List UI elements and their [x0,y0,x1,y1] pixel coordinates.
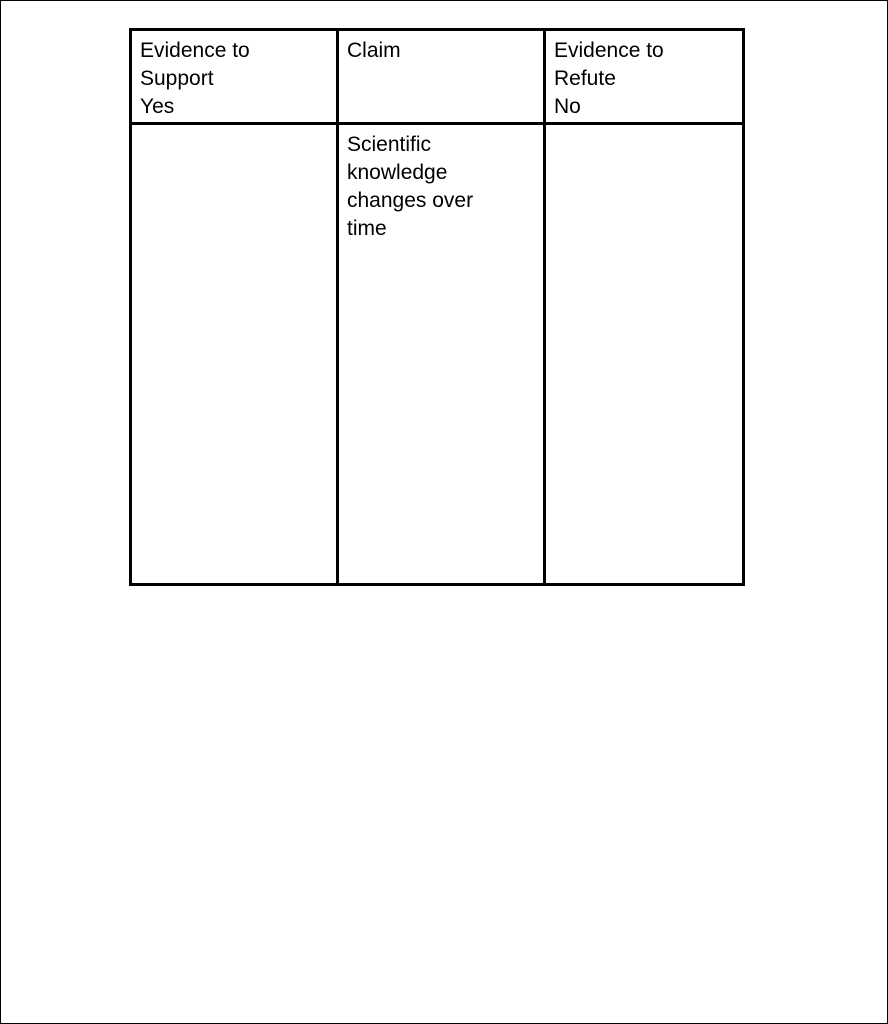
table-header-row [131,30,744,124]
claim-cell: Scientific knowledge changes over time [338,124,545,585]
header-evidence-to-support: Evidence to Support Yes [131,30,338,124]
table-row [131,124,744,585]
evidence-claim-table [129,28,745,586]
header-claim: Claim [338,30,545,124]
support-evidence-cell[interactable] [131,124,338,585]
refute-evidence-cell[interactable] [545,124,744,585]
header-evidence-to-refute: Evidence to Refute No [545,30,744,124]
